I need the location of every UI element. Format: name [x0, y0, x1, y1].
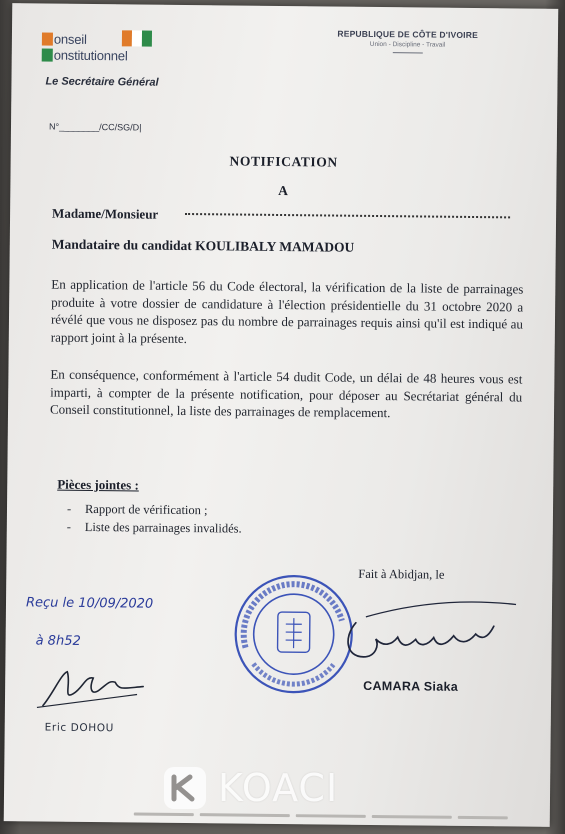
addressee-label: Madame/Monsieur: [52, 205, 159, 222]
flag-icon: [122, 30, 152, 46]
received-annotation: Reçu le 10/09/2020: [25, 595, 154, 612]
paragraph-2: En conséquence, conformément à l'article 54 dudit Code, un délai de 48 heures vous est imparti, à compter de la présente notification, pour déposer au Secrétariat général du Conseil constitutionnel, la liste des parrainages de remplacement.: [49, 366, 523, 421]
conseil-logo: [42, 29, 172, 70]
bullet-dash: -: [66, 519, 72, 534]
reference-number: N°________/CC/SG/D|: [48, 121, 142, 133]
logo-line1: onseil: [53, 31, 87, 47]
bullet-dash: -: [66, 501, 72, 516]
paragraph-1: En application de l'article 56 du Code électoral, la vérification de la liste de parrainages produite à votre dossier de candidature à l'élection présidentielle du 31 octobre 2020 a révélé que vous ne disposez pas du nombre de parrainages requis ainsi qu'il est indiqué au rapport joint à la présente.: [50, 276, 524, 346]
attachment-label: Liste des parrainages invalidés.: [84, 519, 242, 536]
time-annotation: à 8h52: [35, 633, 81, 649]
signatory-name: CAMARA Siaka: [363, 678, 459, 694]
republic-header: [337, 29, 478, 54]
attachment-item: [66, 519, 242, 537]
koaci-watermark: [160, 758, 400, 818]
document-title: NOTIFICATION: [229, 153, 338, 170]
addressee-dotted-line: [185, 213, 510, 218]
attachment-label: Rapport de vérification ;: [84, 501, 208, 518]
motto-divider: [392, 52, 422, 53]
logo-c-green: [42, 48, 53, 61]
attachment-item: [66, 501, 208, 518]
document-sheet: [4, 3, 559, 827]
mandataire-line: Mandataire du candidat KOULIBALY MAMADOU: [51, 236, 355, 255]
receiver-signature: [33, 663, 154, 714]
place-date-line: Fait à Abidjan, le: [358, 566, 445, 582]
logo-line2: onstitutionnel: [53, 47, 128, 64]
secretary-general-label: Le Secrétaire Général: [45, 75, 159, 89]
signatory-signature: [335, 587, 526, 679]
koaci-logo-icon: [160, 763, 210, 813]
document-title-sub: A: [278, 182, 289, 199]
logo-c-orange: [42, 32, 53, 45]
koaci-wordmark: KOACI: [218, 766, 339, 810]
republic-name: REPUBLIQUE DE CÔTE D'IVOIRE: [337, 28, 479, 41]
receiver-name: Eric DOHOU: [44, 721, 114, 735]
attachments-heading: Pièces jointes :: [57, 476, 139, 493]
republic-motto: Union - Discipline - Travail: [369, 40, 446, 49]
